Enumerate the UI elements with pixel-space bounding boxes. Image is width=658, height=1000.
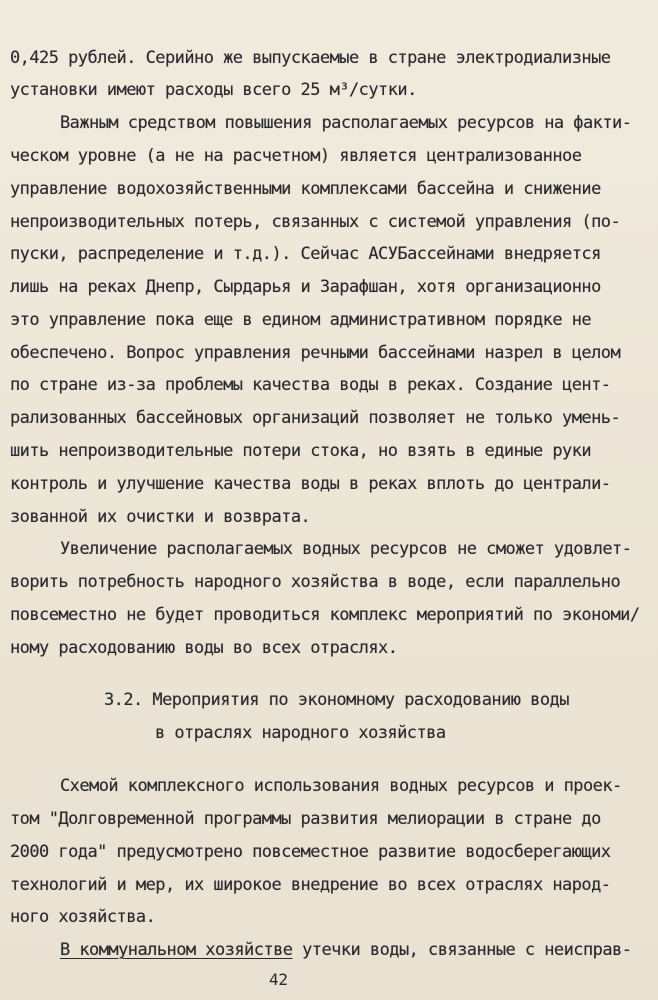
text-line: Важным средством повышения располагаемых ресурсов на факти- [60,113,632,133]
text-line: ческом уровне (а не на расчетном) является централизованное [10,146,582,166]
text-line: повсеместно не будет проводиться комплекс мероприятий по экономи/ [10,605,640,625]
text-line: установки имеют расходы всего 25 м³/сутки. [10,80,417,100]
underlined-phrase: В коммунальном хозяйстве [60,940,293,960]
text-line: непроизводительных потерь, связанных с системой управления (по- [10,212,621,232]
text-line: контроль и улучшение качества воды в реках вплоть до централи- [10,474,611,494]
text-line: управление водохозяйственными комплексами бассейна и снижение [10,179,601,199]
text-line: обеспечено. Вопрос управления речными бассейнами назрел в целом [10,343,621,363]
text-line: ного хозяйства. [10,907,156,927]
text-line: рализованных бассейновых организаций позволяет не только умень- [10,408,621,428]
text-line: Увеличение располагаемых водных ресурсов не сможет удовлет- [60,539,632,559]
text-line: технологий и мер, их широкое внедрение во всех отраслях народ- [10,875,611,895]
text-line: 2000 года" предусмотрено повсеместное развитие водосберегающих [10,842,611,862]
text-line: ному расходованию воды во всех отраслях. [10,638,398,658]
section-heading: в отраслях народного хозяйства [155,723,446,743]
text-line: пуски, распределение и т.д.). Сейчас АСУБассейнами внедряется [10,244,601,264]
page-number: 42 [269,970,288,989]
section-heading: 3.2. Мероприятия по экономному расходованию воды [104,690,569,710]
text-line: Схемой комплексного использования водных ресурсов и проек- [60,776,622,796]
text-line: лишь на реках Днепр, Сырдарья и Зарафшан, хотя организационно [10,277,601,297]
text-line: это управление пока еще в едином административном порядке не [10,310,592,330]
text-line: зованной их очистки и возврата. [10,507,311,527]
text-line: том "Долговременной программы развития мелиорации в стране до [10,809,601,829]
text-line-rest: утечки воды, связанные с неисправ- [302,940,632,960]
text-line [60,939,631,961]
text-line: 0,425 рублей. Серийно же выпускаемые в стране электродиализные [10,48,611,68]
text-line: шить непроизводительные потери стока, но взять в единые руки [10,441,592,461]
text-line: по стране из-за проблемы качества воды в реках. Создание цент- [10,375,611,395]
text-line: ворить потребность народного хозяйства в воде, если параллельно [10,572,621,592]
